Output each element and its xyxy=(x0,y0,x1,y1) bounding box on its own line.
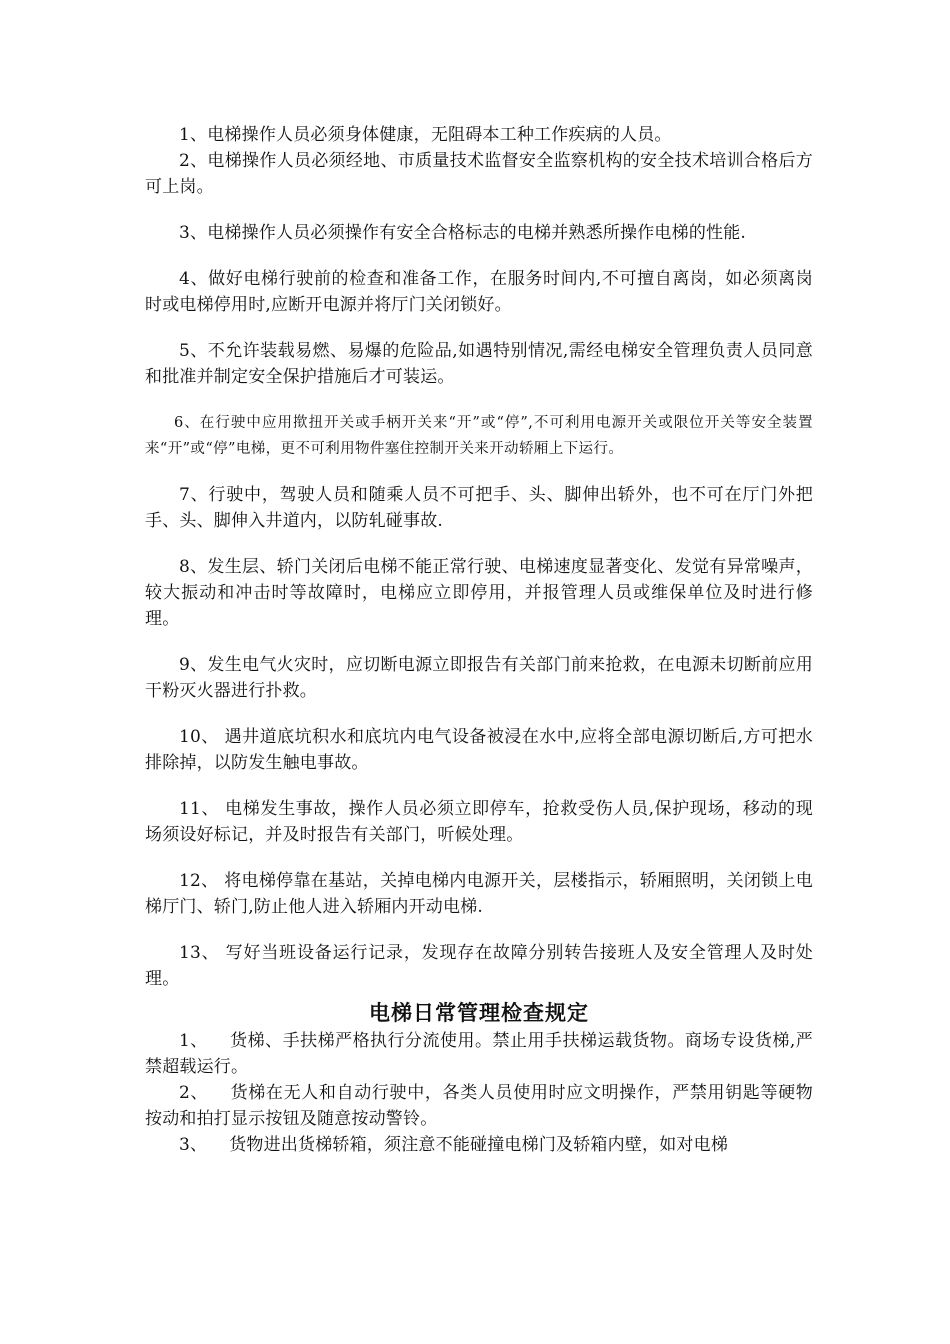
rule-7: 7、行驶中，驾驶人员和随乘人员不可把手、头、脚伸出轿外，也不可在厅门外把手、头、脚伸入井道内，以防轧碰事故. xyxy=(145,485,813,531)
rule-6: 6、在行驶中应用揿扭开关或手柄开关来“开”或“停”,不可利用电源开关或限位开关等安全装置来“开”或“停”电梯，更不可利用物件塞住控制开关来开动轿厢上下运行。 xyxy=(145,415,813,457)
section-title: 电梯日常管理检查规定 xyxy=(369,1001,589,1025)
check-item-number: 2、 xyxy=(179,1083,209,1103)
paragraph-gap xyxy=(145,390,813,410)
paragraph-gap xyxy=(145,632,813,652)
rule-5: 5、不允许装载易燃、易爆的危险品,如遇特别情况,需经电梯安全管理负责人员同意和批准并制定安全保护措施后才可装运。 xyxy=(145,341,813,387)
paragraph-gap xyxy=(145,534,813,554)
rule-4: 4、做好电梯行驶前的检查和准备工作，在服务时间内,不可擅自离岗，如必须离岗时或电梯停用时,应断开电源并将厅门关闭锁好。 xyxy=(145,269,813,315)
paragraph-gap xyxy=(145,246,813,266)
rule-1: 1、电梯操作人员必须身体健康，无阻碍本工种工作疾病的人员。 xyxy=(179,125,672,145)
check-item-3 xyxy=(145,1132,813,1158)
paragraph-gap xyxy=(145,704,813,724)
check-item-1 xyxy=(145,1028,813,1080)
check-item-number: 1、 xyxy=(179,1031,208,1051)
rule-12: 12、 将电梯停靠在基站，关掉电梯内电源开关，层楼指示，轿厢照明，关闭锁上电梯厅门、轿门,防止他人进入轿厢内开动电梯. xyxy=(145,871,813,917)
rule-2: 2、电梯操作人员必须经地、市质量技术监督安全监察机构的安全技术培训合格后方可上岗。 xyxy=(145,151,813,197)
paragraph-gap xyxy=(145,200,813,220)
rule-9: 9、发生电气火灾时，应切断电源立即报告有关部门前来抢救，在电源未切断前应用干粉灭火器进行扑救。 xyxy=(145,655,813,701)
rule-8: 8、发生层、轿门关闭后电梯不能正常行驶、电梯速度显著变化、发觉有异常噪声，较大振动和冲击时等故障时，电梯应立即停用，并报管理人员或维保单位及时进行修理。 xyxy=(145,557,813,629)
check-item-text: 货物进出货梯轿箱，须注意不能碰撞电梯门及轿箱内壁，如对电梯 xyxy=(229,1135,729,1155)
document-body xyxy=(145,122,813,1158)
check-item-number: 3、 xyxy=(179,1135,208,1155)
paragraph-gap xyxy=(145,462,813,482)
paragraph-gap xyxy=(145,776,813,796)
check-item-2 xyxy=(145,1080,813,1132)
check-item-text: 货梯在无人和自动行驶中，各类人员使用时应文明操作，严禁用钥匙等硬物按动和拍打显示按钮及随意按动警铃。 xyxy=(145,1083,813,1129)
rule-10: 10、 遇井道底坑积水和底坑内电气设备被浸在水中,应将全部电源切断后,方可把水排除掉，以防发生触电事故。 xyxy=(145,727,813,773)
rule-3: 3、电梯操作人员必须操作有安全合格标志的电梯并熟悉所操作电梯的性能. xyxy=(179,223,747,243)
paragraph-gap xyxy=(145,920,813,940)
rule-11: 11、 电梯发生事故，操作人员必须立即停车，抢救受伤人员,保护现场，移动的现场须设好标记，并及时报告有关部门，听候处理。 xyxy=(145,799,813,845)
paragraph-gap xyxy=(145,848,813,868)
paragraph-gap xyxy=(145,318,813,338)
rule-13: 13、 写好当班设备运行记录，发现存在故障分别转告接班人及安全管理人及时处理。 xyxy=(145,943,813,989)
check-item-text: 货梯、手扶梯严格执行分流使用。禁止用手扶梯运载货物。商场专设货梯,严禁超载运行。 xyxy=(145,1031,814,1077)
